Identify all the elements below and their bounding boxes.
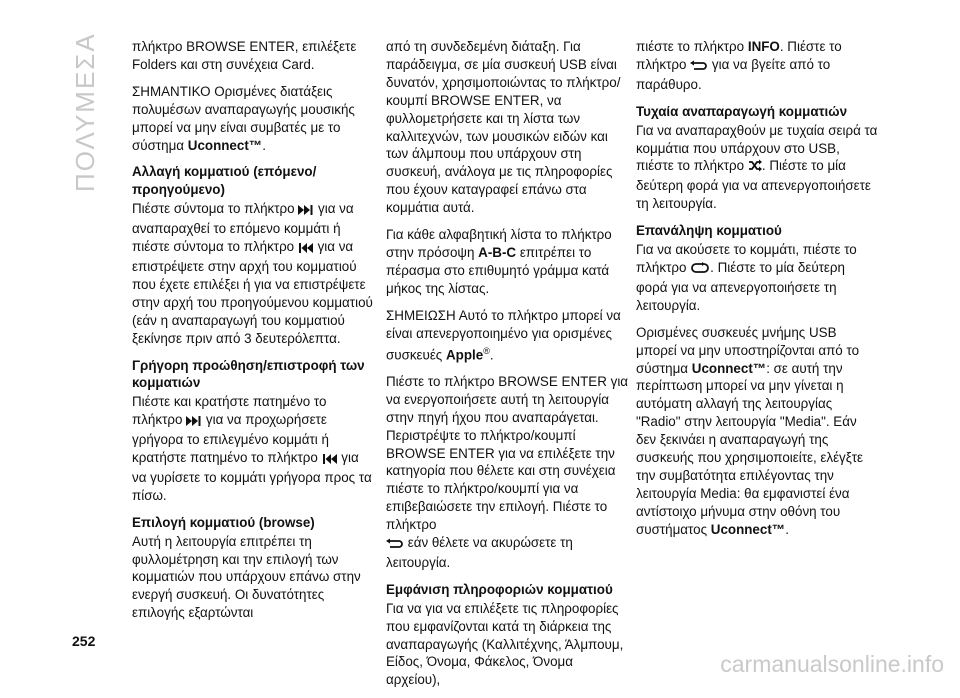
column-2 [386, 38, 630, 698]
paragraph: Αυτή η λειτουργία επιτρέπει τη φυλλομέτρηση και την επιλογή των κομματιών που υπάρχουν επάνω στην ενεργή συσκευή. Οι δυνατότητες επιλογής εξαρτώνται [132, 533, 361, 621]
paragraph: πιέστε το πλήκτρο INFO. Πιέστε το πλήκτρο για να βγείτε από το παράθυρο. [636, 39, 842, 92]
next-track-icon [298, 202, 314, 220]
paragraph: από τη συνδεδεμένη διάταξη. Για παράδειγμα, σε μία συσκευή USB είναι δυνατόν, χρησιμοποιώντας το πλήκτρο/κουμπί BROWSE ENTER, να φυλλομετρήσετε και τη λίστα των καλλιτεχνών, των μουσικών ειδών και των άλμπουμ που υπάρχουν στη συσκευή, ανάλογα με τις πληροφορίες που έχουν καταγραφεί επάνω στα κομμάτια αυτά. [386, 39, 621, 216]
heading-track-change: Αλλαγή κομματιού (επόμενο/προηγούμενο) [132, 164, 317, 198]
shuffle-icon [748, 159, 762, 177]
paragraph: Για να ακούσετε το κομμάτι, πιέστε το πλήκτρο . Πιέστε το μία δεύτερη φορά για να απενεργοποιήσετε τη λειτουργία. [636, 242, 857, 313]
paragraph: πλήκτρο BROWSE ENTER, επιλέξετε Folders και στη συνέχεια Card. [132, 39, 357, 72]
column-3 [636, 38, 880, 548]
repeat-icon [690, 261, 710, 279]
paragraph: Για να αναπαραχθούν με τυχαία σειρά τα κομμάτια που υπάρχουν στο USB, πιέστε το πλήκτρο . Πιέστε το μία δεύτερη φορά για να απενεργοποιήσετε τη λειτουργία. [636, 122, 878, 212]
paragraph: Πιέστε και κρατήστε πατημένο το πλήκτρο για να προχωρήσετε γρήγορα το επιλεγμένο κομμάτι ή κρατήστε πατημένο το πλήκτρο για να γυρίσετε το κομμάτι γρήγορα προς τα πίσω. [132, 394, 372, 503]
back-icon [690, 58, 708, 76]
previous-track-icon [298, 240, 314, 258]
paragraph: Ορισμένες συσκευές μνήμης USB μπορεί να μην υποστηρίζονται από το σύστημα Uconnect™: σε αυτή την περίπτωση μπορεί να μην γίνεται η αυτόματη αλλαγή της λειτουργίας "Radio" στην λειτουργία "Media". Εάν δεν ξεκινάει η αναπαραγωγή της συσκευής που χρησιμοποιείτε, ελέγξτε την συμβατότητα επιλέγοντας την λειτουργία Media: θα εμφανιστεί ένα αντίστοιχο μήνυμα στην οθόνη του συστήματος Uconnect™. [636, 324, 864, 537]
heading-fast-forward: Γρήγορη προώθηση/επιστροφή των κομματιών [132, 357, 365, 391]
watermark: carmanualsonline.info [720, 651, 944, 677]
column-1 [132, 38, 376, 631]
section-title: ΠΟΛΥΜΕΣΑ [70, 32, 100, 192]
heading-shuffle: Τυχαία αναπαραγωγή κομματιών [636, 103, 848, 119]
heading-browse: Επιλογή κομματιού (browse) [132, 514, 315, 530]
next-track-icon [186, 413, 202, 431]
heading-track-info: Εμφάνιση πληροφοριών κομματιού [386, 581, 613, 597]
heading-repeat: Επανάληψη κομματιού [636, 223, 782, 239]
paragraph: Για κάθε αλφαβητική λίστα το πλήκτρο στην πρόσοψη A-B-C επιτρέπει το πέρασμα στο επιθυμητό γράμμα κατά μήκος της λίστας. [386, 227, 612, 296]
paragraph: Για να για να επιλέξετε τις πληροφορίες που εμφανίζονται κατά τη διάρκεια της αναπαραγωγής (Καλλιτέχνης, Άλμπουμ, Είδος, Όνομα, Φάκελος, Όνομα αρχείου), [386, 600, 624, 688]
back-icon [386, 536, 404, 554]
previous-track-icon [322, 451, 338, 469]
paragraph: ΣΗΜΕΙΩΣΗ Αυτό το πλήκτρο μπορεί να είναι απενεργοποιημένο για ορισμένες συσκευές Apple®. [386, 307, 621, 362]
paragraph: Πιέστε σύντομα το πλήκτρο για να αναπαραχθεί το επόμενο κομμάτι ή πιέστε σύντομα το πλήκτρο για να επιστρέψετε στην αρχή του κομματιού που έχετε επιλέξει ή για να επιστρέψετε στην αρχή του προηγούμενου κομματιού (εάν η αναπαραγωγή του κομματιού ξεκίνησε πριν από 3 δευτερόλεπτα. [132, 201, 373, 346]
paragraph: ΣΗΜΑΝΤΙΚΟ Ορισμένες διατάξεις πολυμέσων αναπαραγωγής μουσικής μπορεί να μην είναι συμβατές με το σύστημα Uconnect™. [132, 83, 355, 153]
page-number: 252 [72, 633, 96, 649]
paragraph: Πιέστε το πλήκτρο BROWSE ENTER για να ενεργοποιήσετε αυτή τη λειτουργία στην πηγή ήχου που αναπαράγεται. Περιστρέψτε το πλήκτρο/κουμπί BROWSE ENTER για να επιλέξετε την κατηγορία που θέλετε και στη συνέχεια πιέστε το πλήκτρο/κουμπί για να επιβεβαιώσετε την επιλογή. Πιέστε το πλήκτρο εάν θέλετε να ακυρώσετε τη λειτουργία. [386, 373, 629, 570]
